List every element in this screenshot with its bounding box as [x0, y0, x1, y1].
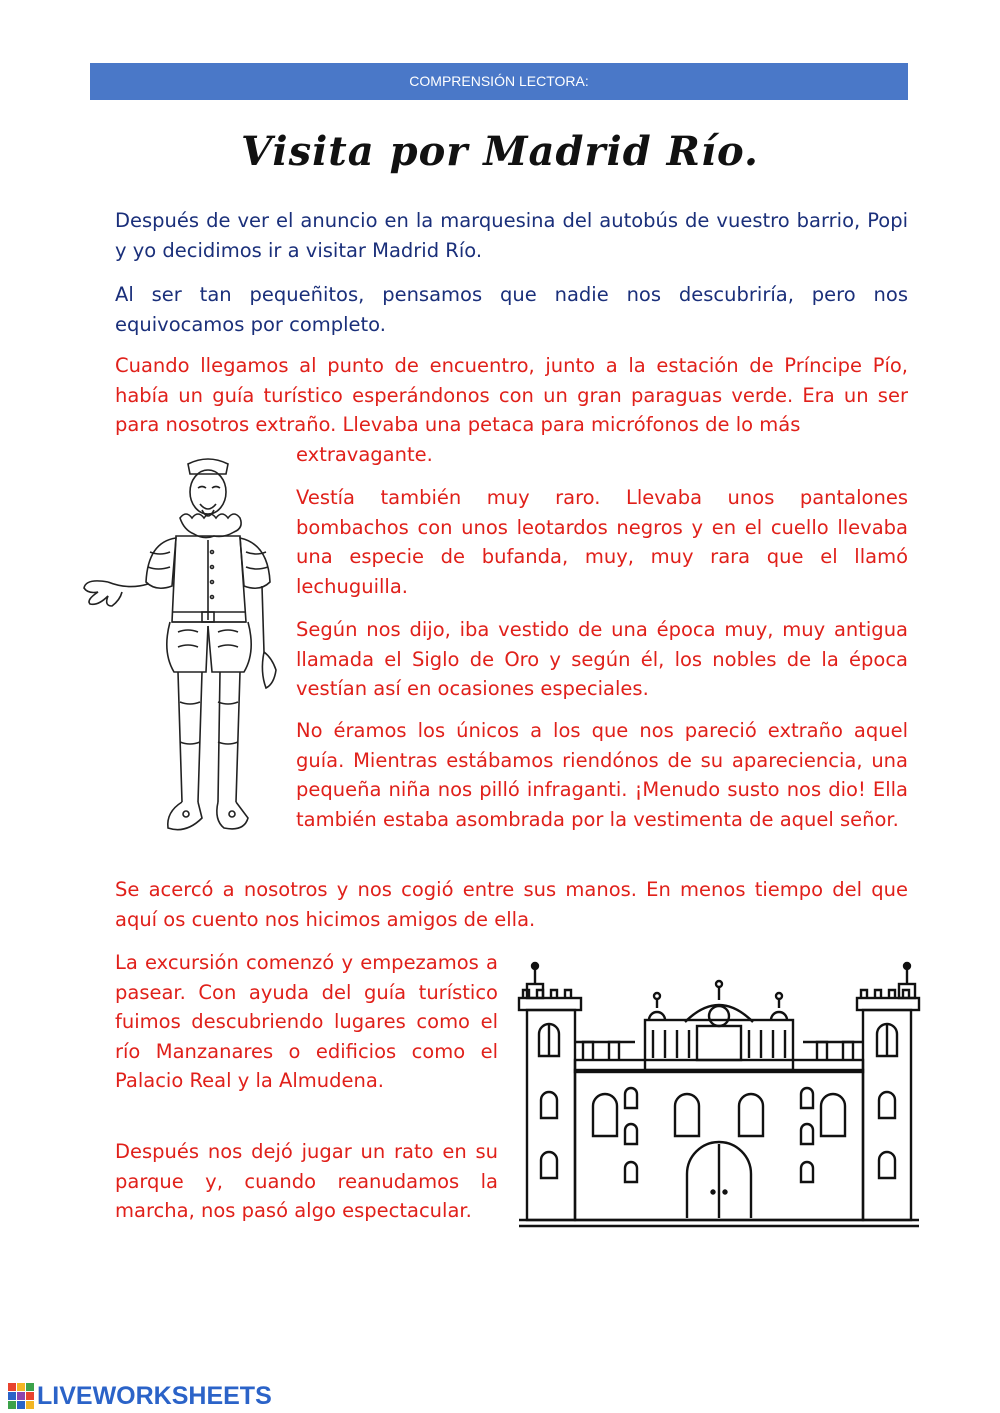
paragraph-4: Vestía también muy raro. Llevaba unos pantalones bombachos con unos leotardos negros y en el cuello llevaba una especie de bufanda, muy, muy rara que el llamó lechuguilla. — [296, 486, 908, 598]
palace-illustration — [513, 960, 925, 1228]
paragraph-7: Se acercó a nosotros y nos cogió entre sus manos. En menos tiempo del que aquí os cuento nos hicimos amigos de ella. — [115, 878, 908, 931]
paragraph-3-end: extravagante. — [296, 443, 433, 466]
header-label: COMPRENSIÓN LECTORA: — [409, 73, 589, 89]
paragraph-6: No éramos los únicos a los que nos pareció extraño aquel guía. Mientras estábamos riendónos de su apareciencia, una pequeña niña nos pilló infraganti. ¡Menudo susto nos dio! Ella también estaba asombrada por la vestimenta de aquel señor. — [296, 719, 908, 831]
paragraph-2: Al ser tan pequeñitos, pensamos que nadie nos descubriría, pero nos equivocamos por completo. — [115, 283, 908, 336]
paragraph-1: Después de ver el anuncio en la marquesina del autobús de vuestro barrio, Popi y yo decidimos ir a visitar Madrid Río. — [115, 209, 908, 262]
paragraph-5: Según nos dijo, iba vestido de una época muy, muy antigua llamada el Siglo de Oro y según él, los nobles de la época vestían así en ocasiones especiales. — [296, 618, 908, 700]
footer-brand: LIVEWORKSHEETS — [37, 1381, 272, 1410]
liveworksheets-logo — [8, 1381, 272, 1411]
header-bar — [90, 63, 908, 100]
liveworksheets-mark-icon — [8, 1383, 34, 1409]
page-title: Visita por Madrid Río. — [241, 128, 759, 175]
paragraph-9: Después nos dejó jugar un rato en su parque y, cuando reanudamos la marcha, nos pasó algo espectacular. — [115, 1140, 498, 1222]
paragraph-8: La excursión comenzó y empezamos a pasear. Con ayuda del guía turístico fuimos descubriendo lugares como el río Manzanares o edificios como el Palacio Real y la Almudena. — [115, 951, 498, 1092]
guide-illustration — [78, 452, 278, 852]
paragraph-3: Cuando llegamos al punto de encuentro, junto a la estación de Príncipe Pío, había un guía turístico esperándonos con un gran paraguas verde. Era un ser para nosotros extraño. Llevaba una petaca para micrófonos de lo más — [115, 354, 908, 436]
